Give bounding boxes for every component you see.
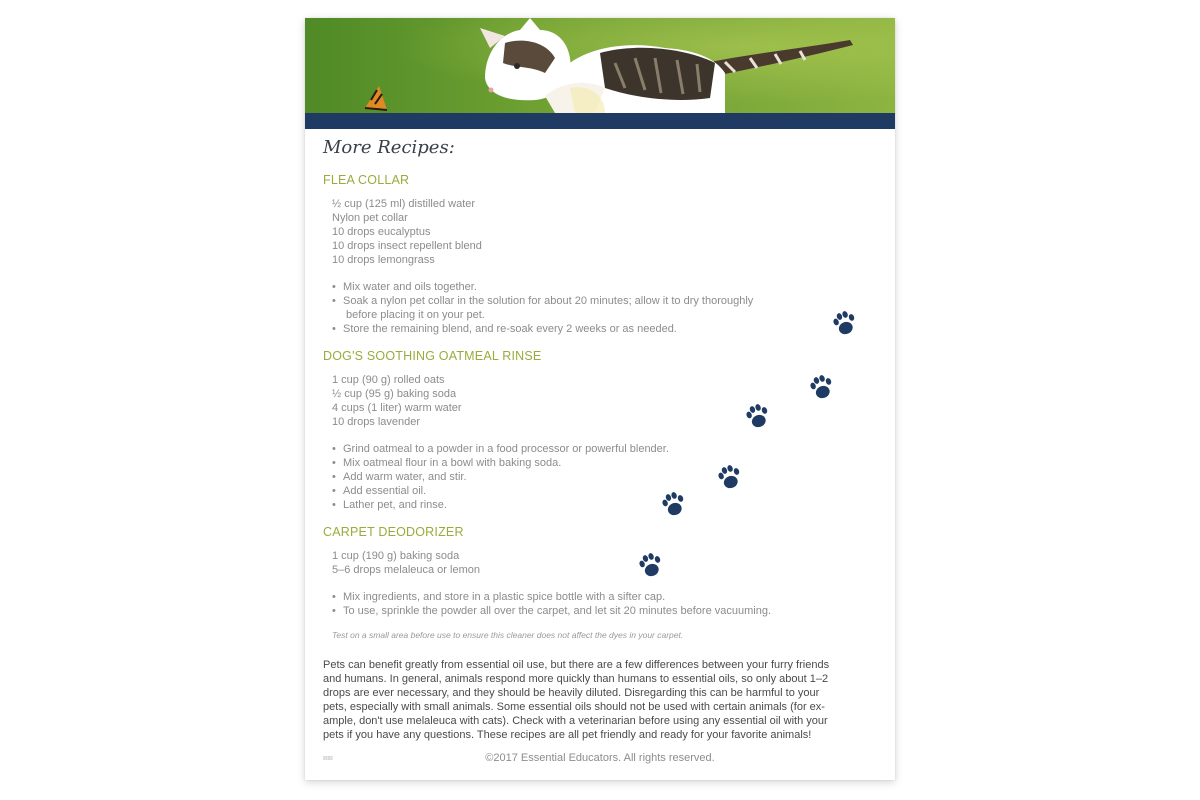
ingredient-list-oatmeal-rinse bbox=[332, 373, 462, 429]
recipe-title-carpet-deodorizer: CARPET DEODORIZER bbox=[323, 525, 464, 539]
step-text: To use, sprinkle the powder all over the carpet, and let sit 20 minutes before vacuuming. bbox=[343, 605, 772, 617]
copyright-footer: ©2017 Essential Educators. All rights reserved. bbox=[485, 752, 715, 764]
paragraph-line: pets if you have any questions. These recipes are all pet friendly and ready for your favorite animals! bbox=[323, 729, 812, 741]
kitten-photo-icon bbox=[305, 18, 895, 113]
ingredient-list-flea-collar bbox=[332, 197, 482, 267]
step-text: Soak a nylon pet collar in the solution for about 20 minutes; allow it to dry thoroughly bbox=[343, 295, 754, 307]
ingredient-item: ½ cup (125 ml) distilled water bbox=[332, 198, 476, 210]
paragraph-line: ample, don't use melaleuca with cats). Check with a veterinarian before using any essential oil with your bbox=[323, 715, 828, 727]
step-item bbox=[332, 322, 753, 336]
paw-print-icon bbox=[659, 489, 689, 519]
paw-print-icon bbox=[807, 372, 837, 402]
step-item bbox=[332, 294, 753, 322]
ingredient-item: 1 cup (90 g) rolled oats bbox=[332, 374, 445, 386]
step-text: Mix ingredients, and store in a plastic spice bottle with a sifter cap. bbox=[343, 591, 666, 603]
step-item bbox=[332, 604, 771, 618]
carpet-test-note: Test on a small area before use to ensure this cleaner does not affect the dyes in your carpet. bbox=[332, 630, 684, 640]
page-title: More Recipes: bbox=[323, 137, 455, 158]
step-text: Add warm water, and stir. bbox=[343, 471, 467, 483]
pet-safety-paragraph bbox=[323, 658, 879, 742]
step-item bbox=[332, 456, 669, 470]
ingredient-item: 1 cup (190 g) baking soda bbox=[332, 550, 460, 562]
step-text: Add essential oil. bbox=[343, 485, 427, 497]
paragraph-line: Pets can benefit greatly from essential oil use, but there are a few differences between your furry friends bbox=[323, 659, 830, 671]
step-text: Mix oatmeal flour in a bowl with baking soda. bbox=[343, 457, 562, 469]
step-item bbox=[332, 442, 669, 456]
step-text: Lather pet, and rinse. bbox=[343, 499, 447, 511]
paragraph-line: drops are ever necessary, and they should be heavily diluted. Disregarding this can be harmful to your bbox=[323, 687, 820, 699]
recipe-title-oatmeal-rinse: DOG'S SOOTHING OATMEAL RINSE bbox=[323, 349, 542, 363]
paw-print-icon bbox=[636, 550, 666, 580]
step-text-continued: before placing it on your pet. bbox=[346, 309, 485, 321]
step-item bbox=[332, 484, 669, 498]
paw-print-icon bbox=[743, 401, 773, 431]
step-list-flea-collar bbox=[332, 280, 753, 336]
ingredient-item: 10 drops insect repellent blend bbox=[332, 240, 482, 252]
paw-print-icon bbox=[715, 462, 745, 492]
header-band bbox=[305, 113, 895, 129]
ingredient-list-carpet-deodorizer bbox=[332, 549, 480, 577]
step-item bbox=[332, 470, 669, 484]
ingredient-item: 10 drops eucalyptus bbox=[332, 226, 431, 238]
step-item bbox=[332, 498, 669, 512]
step-text: Grind oatmeal to a powder in a food processor or powerful blender. bbox=[343, 443, 669, 455]
recipe-title-flea-collar: FLEA COLLAR bbox=[323, 173, 410, 187]
step-item bbox=[332, 280, 753, 294]
step-list-oatmeal-rinse bbox=[332, 442, 669, 512]
recipe-page bbox=[305, 18, 895, 780]
step-text: Mix water and oils together. bbox=[343, 281, 477, 293]
ingredient-item: 10 drops lemongrass bbox=[332, 254, 435, 266]
paragraph-line: pets, especially with small animals. Some essential oils should not be used with certain animals (for ex- bbox=[323, 701, 825, 713]
paragraph-line: and humans. In general, animals respond more quickly than humans to essential oils, so only about 1–2 bbox=[323, 673, 829, 685]
ingredient-item: 4 cups (1 liter) warm water bbox=[332, 402, 462, 414]
ingredient-item: Nylon pet collar bbox=[332, 212, 408, 224]
ingredient-item: 5–6 drops melaleuca or lemon bbox=[332, 564, 480, 576]
step-list-carpet-deodorizer bbox=[332, 590, 771, 618]
step-text: Store the remaining blend, and re-soak every 2 weeks or as needed. bbox=[343, 323, 677, 335]
ingredient-item: ½ cup (95 g) baking soda bbox=[332, 388, 457, 400]
ingredient-item: 10 drops lavender bbox=[332, 416, 421, 428]
step-item bbox=[332, 590, 771, 604]
paw-print-icon bbox=[830, 308, 860, 338]
document-code: ʬʬʬʬ bbox=[323, 756, 333, 762]
hero-image-kitten bbox=[305, 18, 895, 113]
